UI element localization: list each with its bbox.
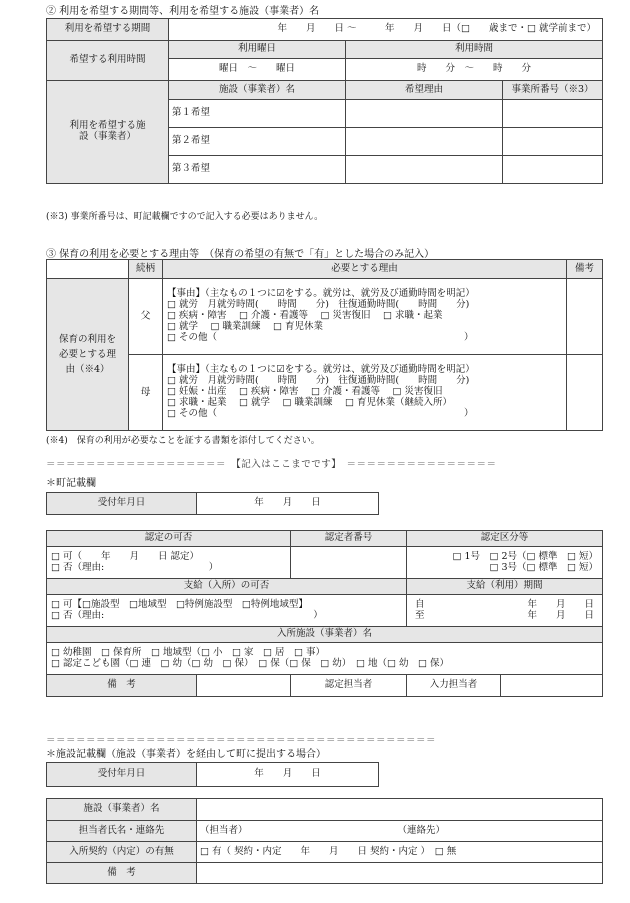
choice-3-reason-field[interactable] [346, 156, 503, 184]
facility-received-field[interactable]: 年 月 日 [197, 763, 379, 787]
facility-name-field[interactable] [197, 799, 603, 821]
choice-1-number-field[interactable] [503, 100, 603, 128]
facility-label: 利用を希望する施設（事業者） [47, 81, 169, 184]
col-facility-name: 施設（事業者）名 [169, 81, 346, 100]
col-office-number: 事業所番号（※3） [503, 81, 603, 100]
facility-remarks-field[interactable] [197, 863, 603, 884]
period-field[interactable]: 年 月 日 ～ 年 月 日（□ 歳まで・□ 就学前まで） [169, 19, 603, 41]
remarks-header: 備考 [567, 260, 603, 279]
time-field[interactable]: 時 分 ～ 時 分 [346, 59, 603, 81]
choice-3-label: 第３希望 [169, 156, 346, 184]
relation-header: 続柄 [129, 260, 163, 279]
father-reason-checkboxes-a[interactable]: □ 疾病・障害 □ 介護・看護等 □ 災害復旧 □ 求職・起業 [167, 310, 443, 322]
divider-facility: ＝＝＝＝＝＝＝＝＝＝＝＝＝＝＝＝＝＝＝＝＝＝＝＝＝＝＝＝＝＝＝＝＝＝＝＝＝＝＝ [46, 735, 437, 746]
town-remarks-label: 備 考 [47, 675, 197, 697]
reason-left-label: 保育の利用を必要とする理由（※4） [47, 279, 129, 431]
town-received-table [46, 492, 379, 515]
contact-label: 担当者氏名・連絡先 [47, 821, 197, 842]
time-header: 利用時間 [346, 41, 603, 59]
col-reason: 希望理由 [346, 81, 503, 100]
town-certification-table [46, 530, 603, 697]
category-line-1[interactable]: □ 1号 □ 2号（□ 標準 □ 短） [452, 550, 599, 562]
pay-period-header: 支給（利用）期間 [407, 579, 603, 595]
section3-title: ③ 保育の利用を必要とする理由等 （保育の希望の有無で「有」とした場合のみ記入） [46, 249, 435, 260]
certifier-number-field[interactable] [291, 547, 407, 579]
father-line-1: 【事由】（主なもの１つに☑をする。就労は、就労及び通勤時間を明記） [167, 288, 475, 300]
contract-field[interactable]: □ 有（ 契約・内定 年 月 日 契約・内定 ） □ 無 [197, 842, 603, 863]
mother-reason-cell [163, 355, 567, 431]
day-field[interactable]: 曜日 ～ 曜日 [169, 59, 346, 81]
pay-no-checkbox[interactable]: □ 否（理由: ） [51, 609, 323, 621]
category-line-2[interactable]: □ 3号（□ 標準 □ 短） [489, 561, 599, 573]
note-3: (※3) 事業所番号は、町記載欄ですので記入する必要はありません。 [46, 212, 324, 222]
facility-header: 入所施設（事業者）名 [47, 627, 603, 643]
pay-period-to[interactable]: 至 年 月 日 [415, 609, 595, 621]
choice-2-reason-field[interactable] [346, 128, 503, 156]
town-received-field[interactable]: 年 月 日 [197, 493, 379, 515]
cert-header: 認定の可否 [47, 531, 291, 547]
father-employment-checkbox[interactable]: □ 就労 月就労時間( 時間 分) 往復通勤時間( 時間 分) [167, 299, 470, 311]
section2-title: ② 利用を希望する期間等、利用を希望する施設（事業者）名 [46, 6, 320, 17]
category-cell [407, 547, 603, 579]
father-label: 父 [129, 279, 163, 355]
contract-label: 入所契約（内定）の有無 [47, 842, 197, 863]
father-reason-cell [163, 279, 567, 355]
section3-table [46, 259, 603, 431]
facility-type-cell [47, 643, 603, 675]
facility-type-line-2[interactable]: □ 認定こども園（□ 連 □ 幼（□ 幼 □ 保） □ 保（□ 保 □ 幼） □ 地（□ 幼 □ 保） [51, 657, 449, 669]
father-reason-checkboxes-b[interactable]: □ 就学 □ 職業訓練 □ 育児休業 [167, 320, 324, 332]
mother-reason-checkboxes-b[interactable]: □ 求職・起業 □ 就学 □ 職業訓練 □ 育児休業（継続入所） [167, 396, 453, 408]
cert-no-checkbox[interactable]: □ 否（理由: ） [51, 561, 219, 573]
divider-end-of-entry: ＝＝＝＝＝＝＝＝＝＝＝＝＝＝＝＝＝＝ 【記入はここまでです】 ＝＝＝＝＝＝＝＝＝＝＝＝＝＝＝ [46, 459, 497, 470]
category-header: 認定区分等 [407, 531, 603, 547]
father-remarks-field[interactable] [567, 279, 603, 355]
certifier-header: 認定者番号 [291, 531, 407, 547]
facility-name-label: 施設（事業者）名 [47, 799, 197, 821]
town-remarks-field[interactable] [197, 675, 291, 697]
contact-field[interactable]: （担当者） （連絡先） [197, 821, 603, 842]
choice-2-label: 第２希望 [169, 128, 346, 156]
period-label: 利用を希望する期間 [47, 19, 169, 41]
father-other-checkbox[interactable]: □ その他（ ） [167, 331, 474, 343]
facility-type-line-1[interactable]: □ 幼稚園 □ 保育所 □ 地域型（□ 小 □ 家 □ 居 □ 事） [51, 646, 325, 658]
time-label: 希望する利用時間 [47, 41, 169, 81]
facility-section-title: ＊施設記載欄（施設（事業者）を経由して町に提出する場合） [46, 749, 326, 760]
mother-label: 母 [129, 355, 163, 431]
pay-cell [47, 595, 407, 627]
section2-table [46, 18, 603, 184]
input-staff-field[interactable] [501, 675, 603, 697]
mother-employment-checkbox[interactable]: □ 就労 月就労時間( 時間 分) 往復通勤時間( 時間 分) [167, 375, 470, 387]
choice-1-label: 第１希望 [169, 100, 346, 128]
staff-label: 認定担当者 [291, 675, 407, 697]
choice-3-number-field[interactable] [503, 156, 603, 184]
input-staff-label: 入力担当者 [407, 675, 501, 697]
town-received-label: 受付年月日 [47, 493, 197, 515]
facility-received-label: 受付年月日 [47, 763, 197, 787]
choice-2-number-field[interactable] [503, 128, 603, 156]
mother-other-checkbox[interactable]: □ その他（ ） [167, 407, 474, 419]
mother-line-1: 【事由】（主なもの１つに☑をする。就労は、就労及び通勤時間を明記） [167, 364, 475, 376]
pay-header: 支給（入所）の可否 [47, 579, 407, 595]
day-header: 利用曜日 [169, 41, 346, 59]
pay-period-cell [407, 595, 603, 627]
reason-header: 必要とする理由 [163, 260, 567, 279]
choice-1-reason-field[interactable] [346, 100, 503, 128]
facility-remarks-label: 備 考 [47, 863, 197, 884]
pay-yes-checkbox[interactable]: □ 可【□施設型 □地域型 □特例施設型 □特例地域型】 [51, 598, 308, 610]
mother-reason-checkboxes-a[interactable]: □ 妊娠・出産 □ 疾病・障害 □ 介護・看護等 □ 災害復旧 [167, 386, 443, 398]
cert-yes-checkbox[interactable]: □ 可（ 年 月 日 認定） [51, 550, 200, 562]
note-4: (※4) 保育の利用が必要なことを証する書類を添付してください。 [46, 436, 320, 446]
cert-cell [47, 547, 291, 579]
pay-period-from[interactable]: 自 年 月 日 [415, 598, 595, 610]
town-section-title: ＊町記載欄 [46, 478, 96, 489]
facility-info-table [46, 798, 603, 884]
facility-received-table [46, 762, 379, 787]
mother-remarks-field[interactable] [567, 355, 603, 431]
